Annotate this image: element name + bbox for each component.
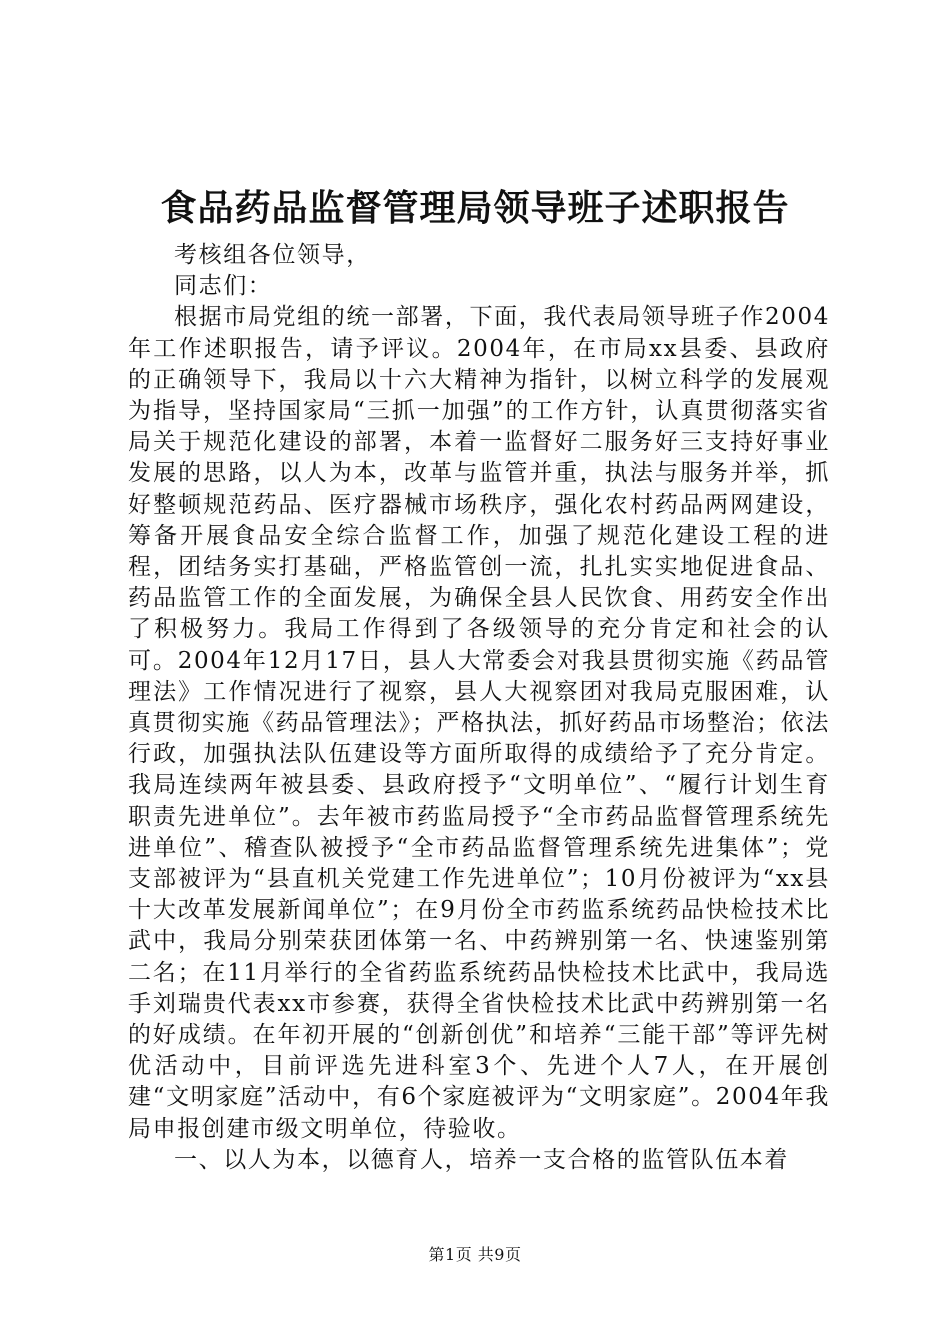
document-body bbox=[128, 240, 830, 1176]
salutation-line: 考核组各位领导， bbox=[174, 242, 371, 268]
page-number-footer: 第1页 共9页 bbox=[428, 1245, 522, 1264]
section-heading-paragraph: 一、以人为本，以德育人，培养一支合格的监管队伍本着 bbox=[174, 1146, 789, 1173]
body-paragraph: 根据市局党组的统一部署，下面，我代表局领导班子作2004年工作述职报告，请予评议。2004年，在市局xx县委、县政府的正确领导下，我局以十六大精神为指针，以树立科学的发展观为指导，坚持国家局“三抓一加强”的工作方针，认真贯彻落实省局关于规范化建设的部署，本着一监督好二服务好三支持好事业发展的思路，以人为本，改革与监管并重，执法与服务并举，抓好整顿规范药品、医疗器械市场秩序，强化农村药品两网建设，筹备开展食品安全综合监督工作，加强了规范化建设工程的进程，团结务实打基础，严格监管创一流，扎扎实实地促进食品、药品监管工作的全面发展，为确保全县人民饮食、用药安全作出了积极努力。我局工作得到了各级领导的充分肯定和社会的认可。2004年12月17日，县人大常委会对我县贯彻实施《药品管理法》工作情况进行了视察，县人大视察团对我局克服困难，认真贯彻实施《药品管理法》；严格执法，抓好药品市场整治；依法行政，加强执法队伍建设等方面所取得的成绩给予了充分肯定。我局连续两年被县委、县政府授予“文明单位”、“履行计划生育职责先进单位”。去年被市药监局授予“全市药品监督管理系统先进单位”、稽查队被授予“全市药品监督管理系统先进集体”；党支部被评为“县直机关党建工作先进单位”；10月份被评为“xx县十大改革发展新闻单位”；在9月份全市药监系统药品快检技术比武中，我局分别荣获团体第一名、中药辨别第一名、快速鉴别第二名；在11月举行的全省药监系统药品快检技术比武中，我局选手刘瑞贵代表xx市参赛，获得全省快检技术比武中药辨别第一名的好成绩。在年初开展的“创新创优”和培养“三能干部”等评先树优活动中，目前评选先进科室3个、先进个人7人，在开展创建“文明家庭”活动中，有6个家庭被评为“文明家庭”。2004年我局申报创建市级文明单位，待验收。 bbox=[128, 304, 830, 1142]
salutation-line: 同志们： bbox=[174, 273, 273, 300]
document-title: 食品药品监督管理局领导班子述职报告 bbox=[160, 187, 790, 229]
